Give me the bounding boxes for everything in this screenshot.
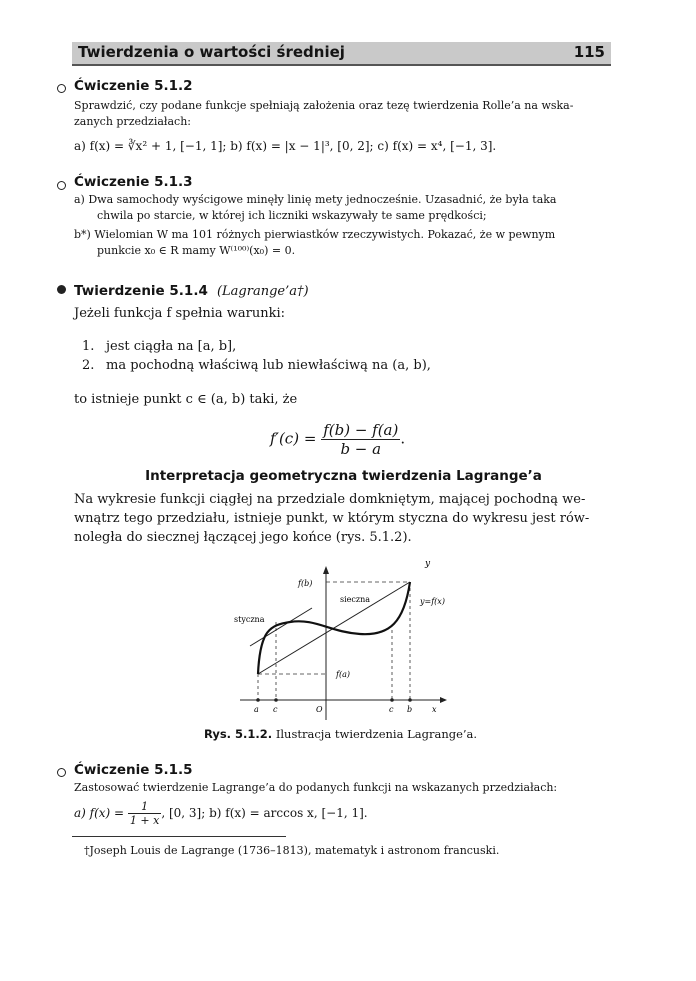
exercise-513-title: Ćwiczenie 5.1.3: [74, 174, 193, 190]
exercise-513-a-line2: chwila po starcie, w której ich liczniki wskazywały te same prędkości;: [97, 209, 487, 222]
formula-period: .: [400, 429, 406, 448]
footnote-rule: [72, 836, 286, 837]
tick-origin: O: [316, 705, 323, 714]
point-c2: [390, 698, 394, 702]
curve-label: y=f(x): [420, 597, 445, 606]
exercise-513-b-line1: b*) Wielomian W ma 101 różnych pierwiastków rzeczywistych. Pokazać, że w pewnym: [74, 228, 556, 241]
x-axis-arrow-icon: [440, 697, 447, 703]
formula-lhs: f′(c) =: [270, 429, 317, 448]
exercise-513-b-line2: punkcie x₀ ∈ R mamy W⁽¹⁰⁰⁾(x₀) = 0.: [97, 244, 296, 257]
lagrange-figure: [220, 560, 480, 720]
ex515-fraction: [128, 800, 161, 827]
ex515-a-prefix: a) f(x) =: [74, 806, 125, 820]
caption-text: Ilustracja twierdzenia Lagrange’a.: [275, 727, 478, 741]
tick-c1: c: [273, 705, 278, 714]
exercise-512-line1: Sprawdzić, czy podane funkcje spełniają założenia oraz tezę twierdzenia Rolle’a na wska-: [74, 99, 574, 112]
open-circle-icon: [57, 84, 66, 93]
formula-numerator: f(b) − f(a): [323, 421, 399, 439]
secant-label: sieczna: [340, 595, 371, 604]
footnote: †Joseph Louis de Lagrange (1736–1813), matematyk i astronom francuski.: [84, 844, 500, 857]
theorem-514-heading: [74, 280, 309, 299]
interpretation-title: Interpretacja geometryczna twierdzenia Lagrange’a: [145, 468, 542, 484]
caption-number: Rys. 5.1.2.: [204, 727, 273, 741]
point-a: [256, 698, 260, 702]
exercise-513-a-line1: a) Dwa samochody wyścigowe minęły linię mety jednocześnie. Uzasadnić, że była taka: [74, 193, 557, 206]
exercise-515-title: Ćwiczenie 5.1.5: [74, 762, 193, 778]
interpretation-line1: Na wykresie funkcji ciągłej na przedziale domkniętym, mającej pochodną we-: [74, 492, 586, 507]
tangent-label: styczna: [234, 615, 265, 624]
tick-b: b: [407, 705, 413, 714]
theorem-514-intro: Jeżeli funkcja f spełnia warunki:: [74, 306, 286, 321]
condition-2-number: 2.: [82, 358, 95, 373]
interpretation-line2: wnątrz tego przedziału, istnieje punkt, w którym styczna do wykresu jest rów-: [74, 511, 590, 526]
theorem-514-name: (Lagrange’a†): [216, 284, 309, 299]
tick-c2: c: [389, 705, 394, 714]
open-circle-icon: [57, 768, 66, 777]
exercise-512-formulas: a) f(x) = ∛x² + 1, [−1, 1]; b) f(x) = |x − 1|³, [0, 2]; c) f(x) = x⁴, [−1, 3].: [74, 139, 497, 153]
running-header: [72, 42, 611, 66]
point-c1: [274, 698, 278, 702]
header-title: Twierdzenia o wartości średniej: [78, 43, 345, 61]
open-circle-icon: [57, 181, 66, 190]
formula-denominator: b − a: [340, 440, 382, 458]
exercise-515-line1: Zastosować twierdzenie Lagrange’a do podanych funkcji na wskazanych przedziałach:: [74, 781, 558, 794]
page-number: 115: [573, 43, 605, 61]
condition-1: jest ciągła na [a, b],: [106, 339, 237, 354]
ex515-suffix: , [0, 3]; b) f(x) = arccos x, [−1, 1].: [161, 806, 368, 820]
fb-label: f(b): [298, 579, 313, 588]
tangent-line: [250, 608, 312, 646]
condition-1-number: 1.: [82, 339, 95, 354]
theorem-514-title: Twierdzenie 5.1.4: [74, 283, 208, 299]
condition-2: ma pochodną właściwą lub niewłaściwą na (a, b),: [106, 358, 431, 373]
figure-caption: [204, 727, 477, 741]
fa-label: f(a): [336, 670, 350, 679]
y-axis-arrow-icon: [323, 566, 329, 574]
lagrange-formula: [270, 421, 405, 458]
filled-circle-icon: [57, 285, 66, 294]
ex515-numerator: 1: [128, 800, 161, 814]
interpretation-line3: noległa do siecznej łączącej jego końce (rys. 5.1.2).: [74, 530, 412, 545]
y-axis-label: y: [425, 560, 431, 569]
tick-a: a: [254, 705, 259, 714]
exercise-512-title: Ćwiczenie 5.1.2: [74, 78, 193, 94]
point-b: [408, 698, 412, 702]
theorem-514-conclusion: to istnieje punkt c ∈ (a, b) taki, że: [74, 392, 298, 407]
exercise-512-line2: zanych przedziałach:: [74, 115, 191, 128]
ex515-denominator: 1 + x: [129, 814, 160, 827]
x-axis-label: x: [432, 705, 437, 714]
formula-fraction: [321, 421, 400, 458]
exercise-515-formulas: [74, 800, 368, 827]
